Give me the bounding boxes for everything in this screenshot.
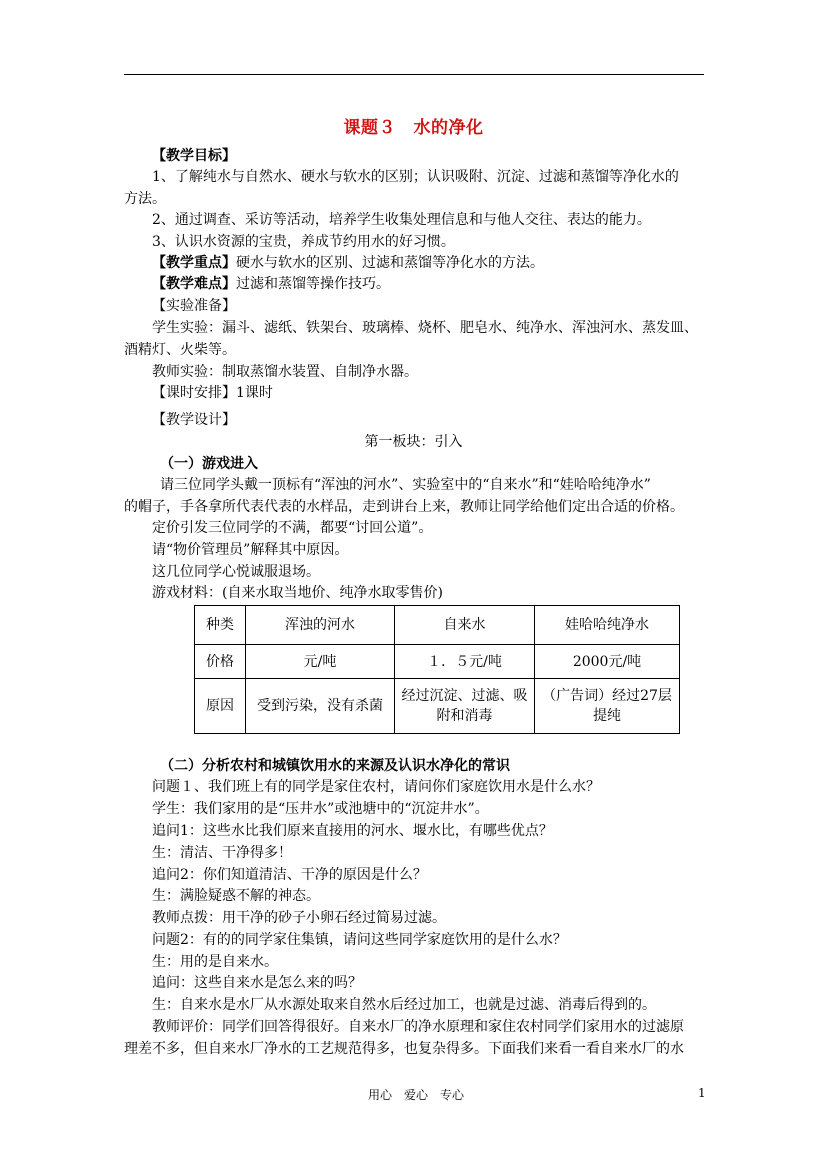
table-cell: 元/吨 (246, 645, 395, 679)
paragraph-line: 追问：这些自来水是怎么来的吗？ (152, 975, 362, 991)
paragraph-line: 教师点拨：用干净的砂子小卵石经过简易过滤。 (152, 910, 446, 926)
paragraph-line: 追问1：这些水比我们原来直接用的河水、堰水比，有哪些优点？ (152, 823, 553, 839)
paragraph-line: 学生实验：漏斗、滤纸、铁架台、玻璃棒、烧杯、肥皂水、纯净水、浑浊河水、蒸发皿、 (152, 320, 698, 336)
footer-motto: 用心 爱心 专心 (368, 1088, 465, 1102)
lesson-title: 课题３ 水的净化 (343, 118, 484, 138)
section-heading-experiment: 【实验准备】 (152, 298, 236, 314)
paragraph-line: 学生：我们家用的是“压井水”或池塘中的“沉淀井水”。 (152, 801, 489, 817)
difficulty-line (152, 274, 390, 294)
table-cell: 2000元/吨 (535, 645, 680, 679)
focus-text: 硬水与软水的区别、过滤和蒸馏等净化水的方法。 (236, 255, 544, 271)
table-cell: 自来水 (395, 606, 535, 645)
subsection-heading-analysis: （二）分析农村和城镇饮用水的来源及认识水净化的常识 (160, 758, 510, 774)
paragraph-line: 教师实验：制取蒸馏水装置、自制净水器。 (152, 364, 418, 380)
paragraph-line: 问题2：有的的同学家住集镇，请问这些同学家庭饮用的是什么水？ (152, 932, 567, 948)
section-heading-goals: 【教学目标】 (152, 148, 236, 164)
table-cell: 娃哈哈纯净水 (535, 606, 680, 645)
paragraph-line: 生：清洁、干净得多！ (152, 845, 292, 861)
page-number: 1 (698, 1086, 706, 1100)
subsection-heading-game: （一）游戏进入 (160, 456, 258, 472)
paragraph-line: 请三位同学头戴一顶标有“浑浊的河水”、实验室中的“自来水”和“娃哈哈纯净水” (160, 477, 651, 493)
table-cell: 浑浊的河水 (246, 606, 395, 645)
table-cell: 种类 (195, 606, 246, 645)
table-row (195, 645, 680, 679)
table-cell: 受到污染，没有杀菌 (246, 679, 395, 734)
paragraph-line: 理差不多，但自来水厂净水的工艺规范得多，也复杂得多。下面我们来看一看自来水厂的水 (124, 1041, 684, 1057)
paragraph-line: 游戏材料：(自来水取当地价、纯净水取零售价) (152, 585, 443, 601)
focus-line (152, 253, 544, 273)
table-cell: １．５元/吨 (395, 645, 535, 679)
paragraph-line: 方法。 (124, 191, 166, 207)
block-heading: 第一板块：引入 (364, 434, 463, 450)
section-heading-design: 【教学设计】 (152, 412, 236, 428)
paragraph-line: 酒精灯、火柴等。 (124, 342, 236, 358)
paragraph-line: 问题１、我们班上有的同学是家住农村，请问你们家庭饮用水是什么水？ (152, 779, 600, 795)
paragraph-line: 生：自来水是水厂从水源处取来自然水后经过加工，也就是过滤、消毒后得到的。 (152, 997, 656, 1013)
paragraph-line: 追问2：你们知道清洁、干净的原因是什么？ (152, 867, 427, 883)
table-cell: 经过沉淀、过滤、吸附和消毒 (395, 679, 535, 734)
table-header-row (195, 606, 680, 645)
table-cell: 原因 (195, 679, 246, 734)
table-cell: 价格 (195, 645, 246, 679)
focus-label: 【教学重点】 (152, 255, 236, 271)
paragraph-line: 的帽子，手各拿所代表代表的水样品，走到讲台上来，教师让同学给他们定出合适的价格。 (124, 499, 684, 515)
table-cell: （广告词）经过27层提纯 (535, 679, 680, 734)
price-table (194, 605, 680, 734)
header-rule (124, 74, 704, 75)
difficulty-label: 【教学难点】 (152, 276, 236, 292)
schedule-line (152, 383, 273, 403)
schedule-text: 1课时 (236, 385, 273, 401)
paragraph-line: 生：满脸疑惑不解的神态。 (152, 888, 320, 904)
paragraph-line: 3、认识水资源的宝贵，养成节约用水的好习惯。 (152, 234, 455, 250)
schedule-label: 【课时安排】 (152, 385, 236, 401)
paragraph-line: 2、通过调查、采访等活动，培养学生收集处理信息和与他人交往、表达的能力。 (152, 212, 651, 228)
paragraph-line: 1、了解纯水与自然水、硬水与软水的区别；认识吸附、沉淀、过滤和蒸馏等净化水的 (152, 169, 679, 185)
paragraph-line: 教师评价：同学们回答得很好。自来水厂的净水原理和家住农村同学们家用水的过滤原 (152, 1019, 684, 1035)
paragraph-line: 定价引发三位同学的不满，都要“讨回公道”。 (152, 520, 433, 536)
paragraph-line: 生：用的是自来水。 (152, 954, 278, 970)
difficulty-text: 过滤和蒸馏等操作技巧。 (236, 276, 390, 292)
table-row (195, 679, 680, 734)
paragraph-line: 这几位同学心悦诚服退场。 (152, 564, 320, 580)
paragraph-line: 请“物价管理员”解释其中原因。 (152, 542, 349, 558)
